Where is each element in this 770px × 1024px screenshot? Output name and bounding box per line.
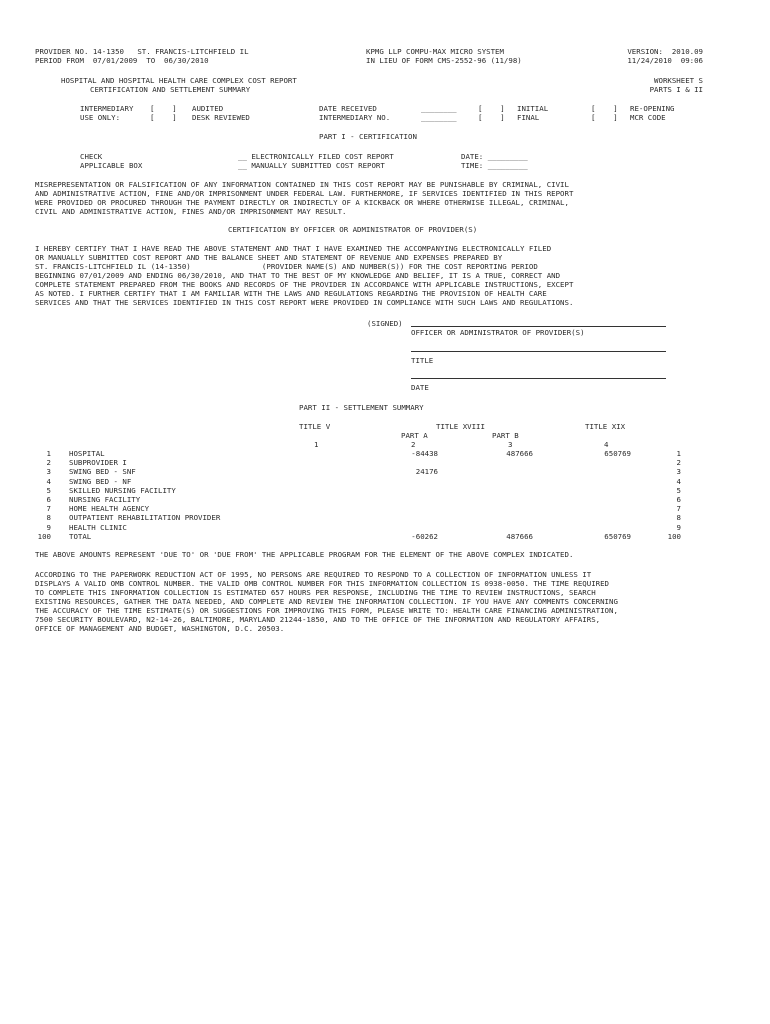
row-label: SWING BED - NF — [69, 476, 132, 486]
electronic-option[interactable]: __ ELECTRONICALLY FILED COST REPORT — [238, 152, 394, 161]
cert-line: ST. FRANCIS-LITCHFIELD IL (14-1350) (PROVIDER NAME(S) AND NUMBER(S)) FOR THE COST REPORTING PERIOD — [35, 262, 538, 271]
date-received-field[interactable]: ________ — [421, 104, 457, 113]
row-line-number: 4 — [46, 476, 51, 486]
paperwork-line: THE ACCURACY OF THE TIME ESTIMATE(S) OR SUGGESTIONS FOR IMPROVING THIS FORM, PLEASE WRITE TO: HEALTH CARE FINANCING ADMINISTRATION, — [35, 606, 618, 615]
row-label: SUBPROVIDER I — [69, 458, 127, 468]
col-part-a: PART A — [401, 431, 428, 440]
applicable-box-label: APPLICABLE BOX — [80, 161, 143, 170]
row-line-number-right: 7 — [676, 504, 681, 514]
row-label: NURSING FACILITY — [69, 495, 141, 504]
part-a-value: 24176 — [415, 467, 438, 477]
row-line-number: 8 — [46, 513, 51, 523]
worksheet-label: WORKSHEET S — [654, 76, 703, 85]
misrep-line: AND ADMINISTRATIVE ACTION, FINE AND/OR IMPRISONMENT UNDER FEDERAL LAW. FURTHERMORE, IF SERVICES IDENTIFIED IN THIS REPORT — [35, 189, 574, 198]
row-label: SKILLED NURSING FACILITY — [69, 485, 176, 495]
title-line[interactable] — [411, 351, 666, 352]
cert-line: COMPLETE STATEMENT PREPARED FROM THE BOOKS AND RECORDS OF THE PROVIDER IN ACCORDANCE WITH APPLICABLE INSTRUCTIONS, EXCEPT — [35, 280, 574, 289]
row-label: SWING BED - SNF — [69, 467, 136, 477]
part-a-value: -84438 — [411, 449, 438, 458]
cert-line: SERVICES AND THAT THE SERVICES IDENTIFIED IN THIS COST REPORT WERE PROVIDED IN COMPLIANCE WITH SUCH LAWS AND REGULATIONS. — [35, 298, 574, 307]
signed-label: (SIGNED) — [367, 319, 403, 328]
paperwork-line: OFFICE OF MANAGEMENT AND BUDGET, WASHINGTON, D.C. 20503. — [35, 624, 285, 633]
mcr-code-checkbox[interactable]: [ ] — [591, 113, 618, 122]
paperwork-line: EXISTING RESOURCES, GATHER THE DATA NEEDED, AND COMPLETE AND REVIEW THE INFORMATION COLLECTION. IF YOU HAVE ANY COMMENTS CONCERNING — [35, 597, 618, 606]
row-line-number: 5 — [46, 485, 51, 495]
initial-checkbox[interactable]: [ ] — [478, 104, 505, 113]
title-xix-value: 650769 — [604, 449, 631, 458]
provider-line: PROVIDER NO. 14-1350 ST. FRANCIS-LITCHFIELD IL — [35, 47, 249, 56]
row-line-number: 100 — [37, 531, 51, 541]
row-line-number: 3 — [46, 467, 51, 477]
period-line: PERIOD FROM 07/01/2009 TO 06/30/2010 — [35, 56, 209, 65]
amounts-note: THE ABOVE AMOUNTS REPRESENT 'DUE TO' OR 'DUE FROM' THE APPLICABLE PROGRAM FOR THE ELEMENT OF THE ABOVE COMPLEX INDICATED. — [35, 550, 574, 559]
misrep-line: CIVIL AND ADMINISTRATIVE ACTION, FINES AND/OR IMPRISONMENT MAY RESULT. — [35, 207, 347, 216]
time-field[interactable]: TIME: _________ — [461, 161, 528, 170]
final-label: FINAL — [517, 113, 540, 122]
desk-reviewed-label: DESK REVIEWED — [192, 113, 250, 122]
col-num: 2 — [411, 440, 416, 449]
col-num: 1 — [314, 440, 319, 449]
row-line-number-right: 2 — [676, 458, 681, 468]
row-line-number: 9 — [46, 522, 51, 532]
part-b-value: 487666 — [506, 449, 533, 458]
part-a-value: -60262 — [411, 531, 438, 541]
audited-checkbox[interactable]: [ ] — [150, 104, 177, 113]
row-line-number-right: 1 — [676, 449, 681, 458]
row-label: TOTAL — [69, 531, 92, 541]
row-line-number-right: 100 — [667, 531, 681, 541]
cert-line: OR MANUALLY SUBMITTED COST REPORT AND THE BALANCE SHEET AND STATEMENT OF REVENUE AND EXPENSES PREPARED BY — [35, 253, 503, 262]
row-line-number-right: 8 — [676, 513, 681, 523]
kpmg-line: KPMG LLP COMPU-MAX MICRO SYSTEM — [366, 47, 504, 56]
col-title-xix: TITLE XIX — [585, 422, 626, 431]
final-checkbox[interactable]: [ ] — [478, 113, 505, 122]
audited-label: AUDITED — [192, 104, 224, 113]
cert-line: I HEREBY CERTIFY THAT I HAVE READ THE ABOVE STATEMENT AND THAT I HAVE EXAMINED THE ACCOMPANYING ELECTRONICALLY FILED — [35, 244, 552, 253]
row-line-number-right: 4 — [676, 476, 681, 486]
part-b-value: 487666 — [506, 531, 533, 541]
check-label: CHECK — [80, 152, 103, 161]
paperwork-line: ACCORDING TO THE PAPERWORK REDUCTION ACT OF 1995, NO PERSONS ARE REQUIRED TO RESPOND TO A COLLECTION OF INFORMATION UNLESS IT — [35, 570, 592, 579]
reopening-checkbox[interactable]: [ ] — [591, 104, 618, 113]
paperwork-line: DISPLAYS A VALID OMB CONTROL NUMBER. THE VALID OMB CONTROL NUMBER FOR THIS INFORMATION COLLECTION IS 0938-0050. THE TIME REQUIRED — [35, 579, 609, 588]
row-label: HOSPITAL — [69, 449, 105, 458]
officer-label: OFFICER OR ADMINISTRATOR OF PROVIDER(S) — [411, 328, 585, 337]
desk-reviewed-checkbox[interactable]: [ ] — [150, 113, 177, 122]
col-part-b: PART B — [492, 431, 519, 440]
report-title: HOSPITAL AND HOSPITAL HEALTH CARE COMPLEX COST REPORT — [61, 76, 297, 85]
cert-line: AS NOTED. I FURTHER CERTIFY THAT I AM FAMILIAR WITH THE LAWS AND REGULATIONS REGARDING THE PROVISION OF HEALTH CARE — [35, 289, 547, 298]
col-num: 4 — [604, 440, 609, 449]
row-label: OUTPATIENT REHABILITATION PROVIDER — [69, 513, 221, 523]
paperwork-line: 7500 SECURITY BOULEVARD, N2-14-26, BALTIMORE, MARYLAND 21244-1850, AND TO THE OFFICE OF THE INFORMATION AND REGULATORY AFFAIRS, — [35, 615, 601, 624]
row-label: HEALTH CLINIC — [69, 522, 127, 532]
paperwork-line: TO COMPLETE THIS INFORMATION COLLECTION IS ESTIMATED 657 HOURS PER RESPONSE, INCLUDING THE TIME TO REVIEW INSTRUCTIONS, SEARCH — [35, 588, 596, 597]
signature-line[interactable] — [411, 326, 666, 327]
intermediary-no-label: INTERMEDIARY NO. — [319, 113, 391, 122]
version-line: VERSION: 2010.09 — [627, 47, 703, 56]
date-signature-line[interactable] — [411, 378, 666, 379]
row-line-number: 6 — [46, 495, 51, 504]
use-only-label: USE ONLY: — [80, 113, 121, 122]
intermediary-no-field[interactable]: ________ — [421, 113, 457, 122]
part2-heading: PART II - SETTLEMENT SUMMARY — [299, 403, 424, 412]
intermediary-label: INTERMEDIARY — [80, 104, 134, 113]
certification-heading: CERTIFICATION BY OFFICER OR ADMINISTRATOR OF PROVIDER(S) — [228, 225, 478, 234]
col-title-xviii: TITLE XVIII — [436, 422, 485, 431]
row-line-number: 7 — [46, 504, 51, 514]
date-signature-label: DATE — [411, 383, 429, 392]
misrep-line: MISREPRESENTATION OR FALSIFICATION OF ANY INFORMATION CONTAINED IN THIS COST REPORT MAY BE PUNISHABLE BY CRIMINAL, CIVIL — [35, 180, 569, 189]
report-subtitle: CERTIFICATION AND SETTLEMENT SUMMARY — [90, 85, 251, 94]
row-line-number-right: 5 — [676, 485, 681, 495]
cert-line: BEGINNING 07/01/2009 AND ENDING 06/30/2010, AND THAT TO THE BEST OF MY KNOWLEDGE AND BELIEF, IT IS A TRUE, CORRECT AND — [35, 271, 561, 280]
date-received-label: DATE RECEIVED — [319, 104, 377, 113]
row-label: HOME HEALTH AGENCY — [69, 504, 150, 514]
datetime-line: 11/24/2010 09:06 — [627, 56, 703, 65]
date-field[interactable]: DATE: _________ — [461, 152, 528, 161]
reopening-label: RE-OPENING — [630, 104, 675, 113]
worksheet-parts: PARTS I & II — [649, 85, 703, 94]
row-line-number-right: 6 — [676, 495, 681, 504]
manual-option[interactable]: __ MANUALLY SUBMITTED COST REPORT — [238, 161, 385, 170]
mcr-code-label: MCR CODE — [630, 113, 666, 122]
lieu-of-form-line: IN LIEU OF FORM CMS-2552-96 (11/98) — [366, 56, 522, 65]
row-line-number-right: 3 — [676, 467, 681, 477]
part1-heading: PART I - CERTIFICATION — [319, 132, 417, 141]
title-label: TITLE — [411, 356, 434, 365]
row-line-number: 1 — [46, 449, 51, 458]
col-title-v: TITLE V — [299, 422, 331, 431]
col-num: 3 — [508, 440, 513, 449]
row-line-number: 2 — [46, 458, 51, 468]
title-xix-value: 650769 — [604, 531, 631, 541]
initial-label: INITIAL — [517, 104, 549, 113]
misrep-line: WERE PROVIDED OR PROCURED THROUGH THE PAYMENT DIRECTLY OR INDIRECTLY OF A KICKBACK OR WHERE OTHERWISE ILLEGAL, CRIMINAL, — [35, 198, 569, 207]
row-line-number-right: 9 — [676, 522, 681, 532]
